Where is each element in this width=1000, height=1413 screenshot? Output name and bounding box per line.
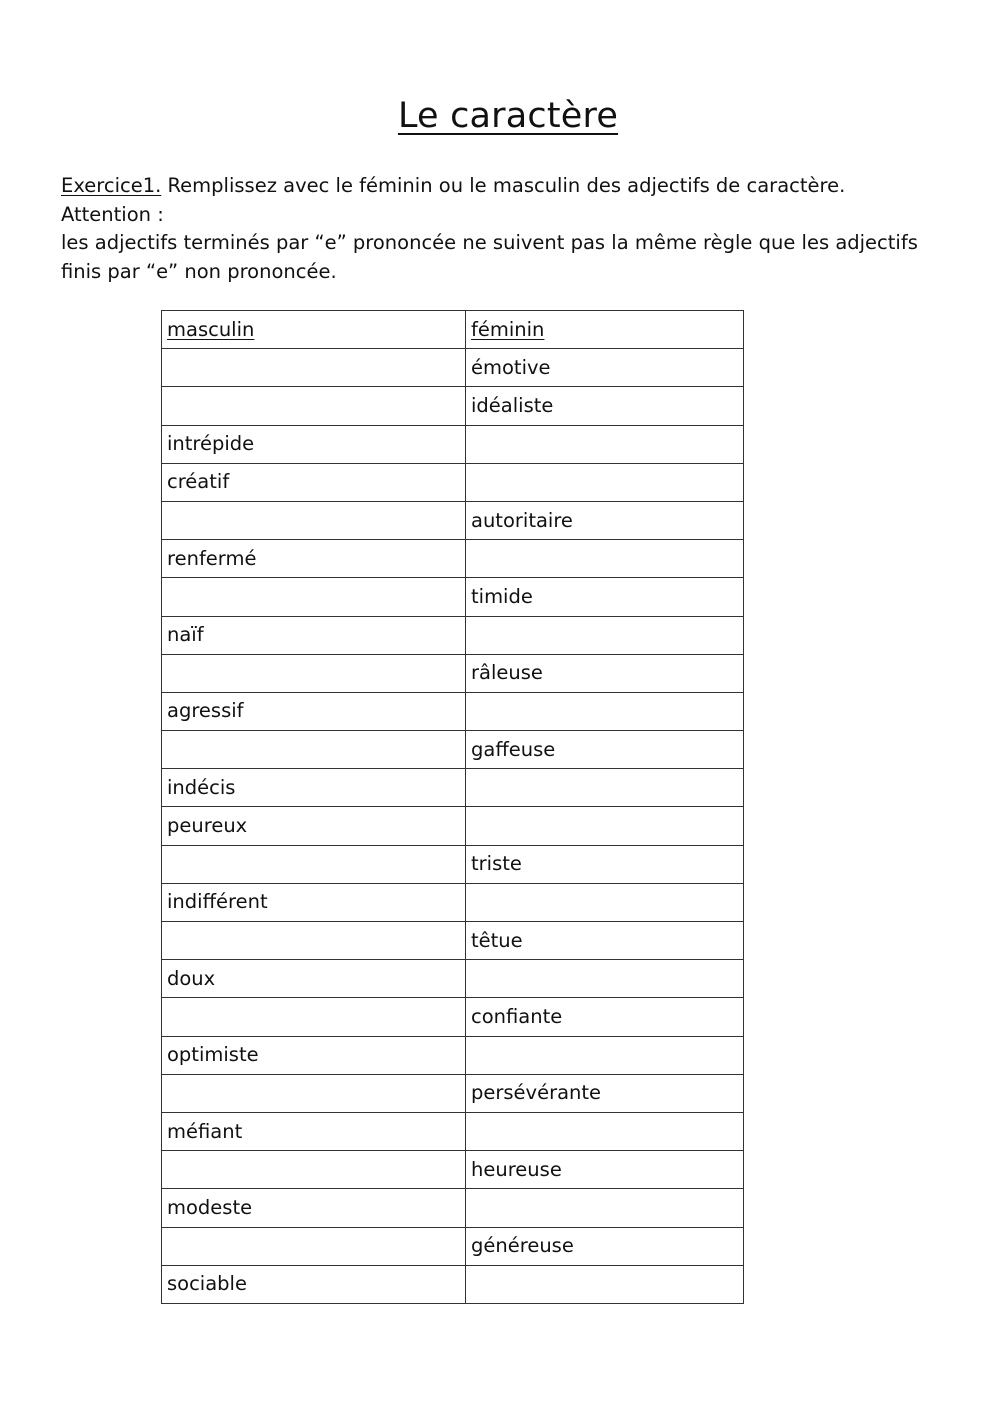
masculin-cell[interactable] <box>162 998 466 1036</box>
feminin-cell: autoritaire <box>466 501 744 539</box>
table-row <box>162 883 744 921</box>
feminin-cell[interactable] <box>466 1036 744 1074</box>
feminin-cell[interactable] <box>466 807 744 845</box>
table-row <box>162 616 744 654</box>
table-row <box>162 960 744 998</box>
table-row <box>162 540 744 578</box>
masculin-cell: méfiant <box>162 1112 466 1150</box>
table-row <box>162 807 744 845</box>
masculin-cell[interactable] <box>162 1227 466 1265</box>
masculin-cell: renfermé <box>162 540 466 578</box>
rule-text: les adjectifs terminés par “e” prononcée ne suivent pas la même règle que les adjectifs finis par “e” non prononcée. <box>61 231 918 283</box>
masculin-cell: intrépide <box>162 425 466 463</box>
masculin-cell[interactable] <box>162 1074 466 1112</box>
masculin-cell[interactable] <box>162 501 466 539</box>
feminin-cell[interactable] <box>466 1112 744 1150</box>
feminin-cell[interactable] <box>466 616 744 654</box>
feminin-cell[interactable] <box>466 883 744 921</box>
feminin-cell: généreuse <box>466 1227 744 1265</box>
table-row <box>162 1036 744 1074</box>
masculin-cell: peureux <box>162 807 466 845</box>
table-row <box>162 692 744 730</box>
adjective-table <box>161 310 744 1304</box>
masculin-cell: créatif <box>162 463 466 501</box>
masculin-cell[interactable] <box>162 654 466 692</box>
feminin-cell: heureuse <box>466 1151 744 1189</box>
masculin-cell[interactable] <box>162 1151 466 1189</box>
table-row <box>162 1151 744 1189</box>
feminin-cell[interactable] <box>466 1265 744 1303</box>
table-row <box>162 1265 744 1303</box>
column-header-feminin: féminin <box>466 311 744 349</box>
feminin-cell: gaffeuse <box>466 731 744 769</box>
table-row <box>162 387 744 425</box>
feminin-cell: confiante <box>466 998 744 1036</box>
instructions <box>61 172 941 286</box>
masculin-cell[interactable] <box>162 349 466 387</box>
table-row <box>162 998 744 1036</box>
masculin-cell[interactable] <box>162 387 466 425</box>
masculin-cell: optimiste <box>162 1036 466 1074</box>
table-row <box>162 349 744 387</box>
feminin-cell: râleuse <box>466 654 744 692</box>
feminin-cell[interactable] <box>466 463 744 501</box>
masculin-cell: doux <box>162 960 466 998</box>
table-header-row <box>162 311 744 349</box>
feminin-cell[interactable] <box>466 425 744 463</box>
masculin-cell[interactable] <box>162 922 466 960</box>
masculin-cell: indécis <box>162 769 466 807</box>
table-row <box>162 578 744 616</box>
feminin-cell: émotive <box>466 349 744 387</box>
masculin-cell: agressif <box>162 692 466 730</box>
feminin-cell: triste <box>466 845 744 883</box>
feminin-cell[interactable] <box>466 1189 744 1227</box>
table-row <box>162 1227 744 1265</box>
exercise-line <box>61 172 941 201</box>
masculin-cell[interactable] <box>162 578 466 616</box>
table-row <box>162 501 744 539</box>
feminin-cell[interactable] <box>466 960 744 998</box>
masculin-cell[interactable] <box>162 845 466 883</box>
table-row <box>162 769 744 807</box>
masculin-cell[interactable] <box>162 731 466 769</box>
masculin-cell: sociable <box>162 1265 466 1303</box>
table-body <box>162 349 744 1304</box>
feminin-cell[interactable] <box>466 692 744 730</box>
table-row <box>162 922 744 960</box>
exercise-label: Exercice1. <box>61 174 162 197</box>
table-row <box>162 463 744 501</box>
feminin-cell[interactable] <box>466 540 744 578</box>
feminin-cell: persévérante <box>466 1074 744 1112</box>
table-row <box>162 1189 744 1227</box>
exercise-text: Remplissez avec le féminin ou le masculin des adjectifs de caractère. <box>161 174 846 197</box>
feminin-cell[interactable] <box>466 769 744 807</box>
feminin-cell: idéaliste <box>466 387 744 425</box>
attention-label: Attention : <box>61 202 164 226</box>
table-row <box>162 654 744 692</box>
masculin-cell: modeste <box>162 1189 466 1227</box>
table-row <box>162 845 744 883</box>
feminin-cell: têtue <box>466 922 744 960</box>
masculin-cell: indifférent <box>162 883 466 921</box>
masculin-cell: naïf <box>162 616 466 654</box>
table-row <box>162 731 744 769</box>
table-row <box>162 1112 744 1150</box>
page-title: Le caractère <box>397 96 619 136</box>
table-row <box>162 425 744 463</box>
feminin-cell: timide <box>466 578 744 616</box>
column-header-masculin: masculin <box>162 311 466 349</box>
table-row <box>162 1074 744 1112</box>
